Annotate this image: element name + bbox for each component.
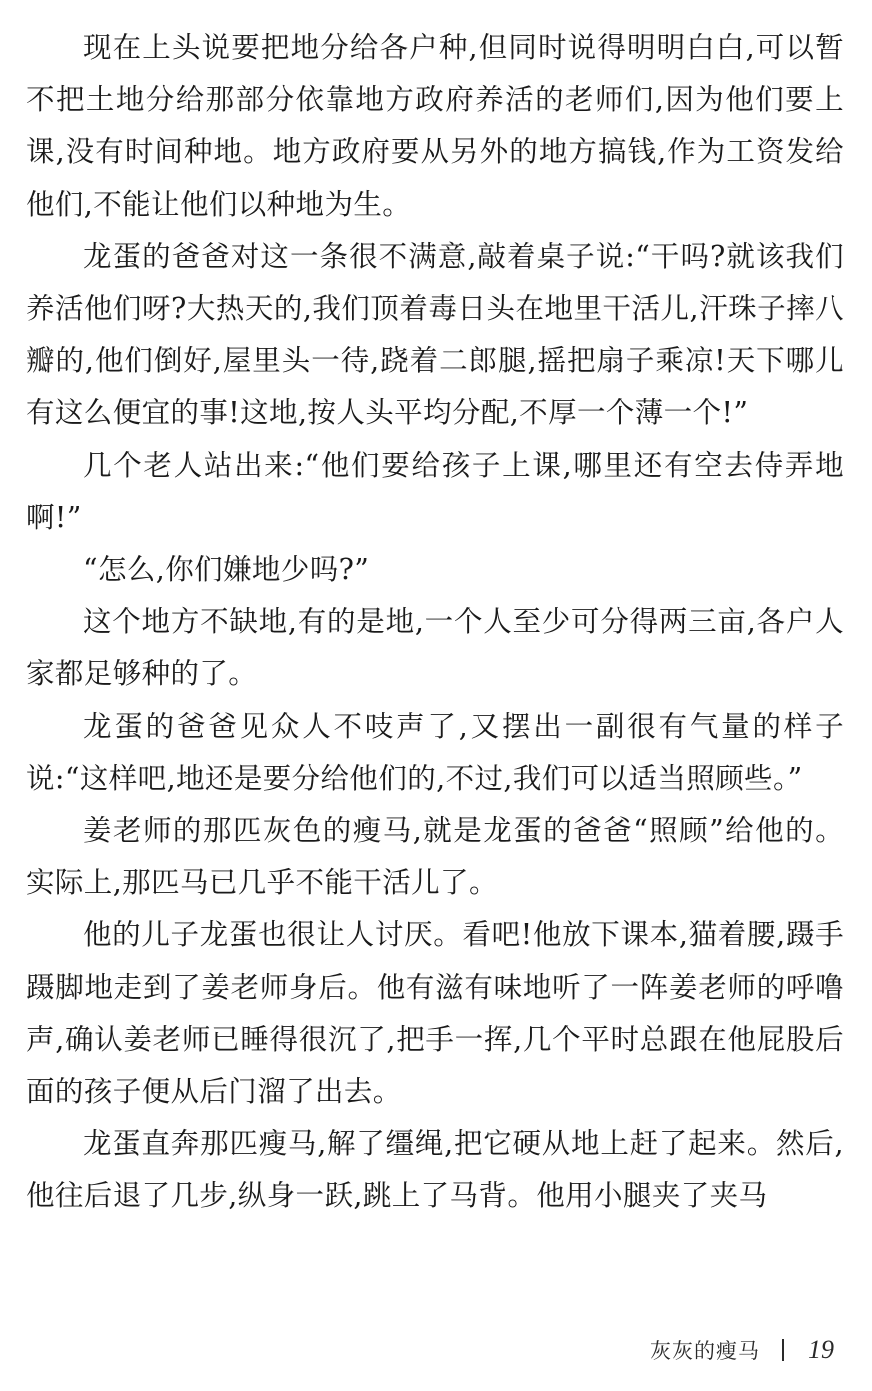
- paragraph-1: 现在上头说要把地分给各户种,但同时说得明明白白,可以暂不把土地分给那部分依靠地方政府养活的老师们,因为他们要上课,没有时间种地。地方政府要从另外的地方搞钱,作为工资发给他们,不能让他们以种地为生。: [26, 31, 844, 221]
- body-text: [26, 22, 844, 1223]
- paragraph-6: 龙蛋的爸爸见众人不吱声了,又摆出一副很有气量的样子说:“这样吧,地还是要分给他们的,不过,我们可以适当照顾些。”: [26, 709, 844, 795]
- paragraph-5: 这个地方不缺地,有的是地,一个人至少可分得两三亩,各户人家都足够种的了。: [26, 605, 844, 691]
- page-number: 19: [808, 1335, 834, 1364]
- page-footer: [650, 1333, 834, 1367]
- paragraph-2: 龙蛋的爸爸对这一条很不满意,敲着桌子说:“干吗?就该我们养活他们呀?大热天的,我们顶着毒日头在地里干活儿,汗珠子摔八瓣的,他们倒好,屋里头一待,跷着二郎腿,摇把扇子乘凉!天下哪儿有这么便宜的事!这地,按人头平均分配,不厚一个薄一个!”: [26, 239, 844, 430]
- paragraph-4: “怎么,你们嫌地少吗?”: [83, 553, 370, 587]
- running-title: 灰灰的瘦马: [650, 1339, 760, 1363]
- paragraph-3: 几个老人站出来:“他们要给孩子上课,哪里还有空去侍弄地啊!”: [26, 448, 844, 534]
- paragraph-7: 姜老师的那匹灰色的瘦马,就是龙蛋的爸爸“照顾”给他的。实际上,那匹马已几乎不能干活儿了。: [26, 814, 844, 900]
- paragraph-9: 龙蛋直奔那匹瘦马,解了缰绳,把它硬从地上赶了起来。然后,他往后退了几步,纵身一跃,跳上了马背。他用小腿夹了夹马: [26, 1127, 844, 1213]
- paragraph-8: 他的儿子龙蛋也很让人讨厌。看吧!他放下课本,猫着腰,蹑手蹑脚地走到了姜老师身后。他有滋有味地听了一阵姜老师的呼噜声,确认姜老师已睡得很沉了,把手一挥,几个平时总跟在他屁股后面的孩子便从后门溜了出去。: [26, 918, 844, 1109]
- footer-divider: [782, 1339, 784, 1361]
